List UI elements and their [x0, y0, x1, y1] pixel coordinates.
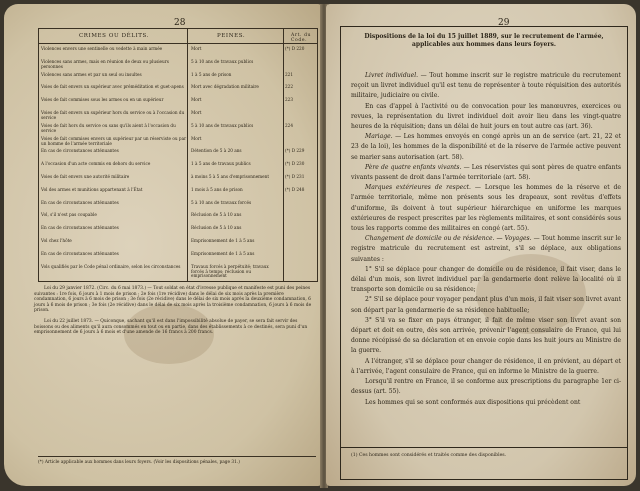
- offense-cell: Vol chez l'hôte: [41, 238, 72, 243]
- offense-cell: Vol, s'il n'est pas coupable: [41, 212, 97, 218]
- table-row: [41, 73, 315, 83]
- header-penalties: PEINES.: [217, 33, 246, 39]
- header-articles: Art. du Code.: [291, 33, 312, 43]
- table-header: [39, 29, 317, 44]
- table-row: [41, 226, 315, 236]
- paragraph-heading: Livret individuel.: [365, 72, 419, 79]
- offense-cell: Violences sans armes et par un seul ou insultes: [41, 71, 142, 77]
- body-paragraph: [351, 163, 621, 183]
- offense-cell: En cas de circonstances atténuantes: [41, 199, 119, 205]
- text-frame: [340, 26, 628, 480]
- penalty-cell: à moins 5 à 5 ans d'emprisonnement: [191, 174, 270, 179]
- article-cell: (*) D 231: [285, 174, 305, 179]
- penalty-cell: Mort: [191, 110, 202, 115]
- paragraph-text: — Les hommes envoyés en congé après un an de service (art. 21, 22 et 23 de la loi), les hommes de la disponibilité et de la réserve de l'armée active peuvent se marier sans autorisation (art. 58).: [351, 133, 621, 161]
- penalty-cell: 5 à 10 ans de travaux publics: [191, 122, 254, 128]
- table-row: [41, 111, 315, 121]
- penalty-cell: Réclusion de 5 à 10 ans: [191, 225, 242, 231]
- article-cell: 221: [285, 71, 293, 77]
- table-row: [41, 149, 315, 159]
- body-paragraph: [351, 265, 621, 296]
- penalty-cell: Emprisonnement de 1 à 5 ans: [191, 250, 255, 256]
- table-row: [41, 188, 315, 198]
- left-page: [4, 4, 322, 486]
- offense-cell: Voies de fait hors du service ou sans qu'ils aient à l'occasion du service: [41, 122, 176, 133]
- offense-cell: Violences sans armes, mais en réunion de deux ou plusieurs personnes: [41, 58, 169, 69]
- penalty-cell: 1 mois à 5 ans de prison: [191, 186, 243, 192]
- table-row: [41, 213, 315, 223]
- offense-cell: Voies de fait envers un supérieur avec préméditation et guet-apens: [41, 84, 184, 90]
- offense-cell: Voies de fait commises envers un supérieur par un réserviste ou par un homme de l'armée territoriale: [41, 135, 187, 146]
- footnote-left: (*) Article applicable aux hommes dans leurs foyers. (Voir les dispositions pénales, page 31.): [38, 460, 240, 465]
- penalty-cell: 1 à 5 ans de travaux publics: [191, 161, 251, 167]
- paragraph-heading: Père de quatre enfants vivants.: [365, 163, 462, 171]
- offense-cell: En cas de circonstances atténuantes: [41, 250, 119, 256]
- penalty-cell: Mort avec dégradation militaire: [191, 84, 259, 90]
- article-cell: (*) D 248: [285, 186, 305, 192]
- paragraph-text: Lorsqu'il rentre en France, il se conforme aux prescriptions du paragraphe 1er ci-dessus (art. 55).: [351, 378, 621, 396]
- body-paragraph: [351, 357, 621, 377]
- body-paragraph: [351, 102, 621, 133]
- penalty-cell: Mort: [191, 135, 202, 141]
- offense-cell: Violences envers une sentinelle ou vedette à main armée: [41, 46, 163, 51]
- body-paragraph: [351, 234, 621, 265]
- paragraph-text: — Tout homme inscrit sur le registre matricule du recrutement reçoit un livret individuel qu'il est tenu de représenter à toute réquisition des autorités militaire, judiciaire ou civile.: [351, 72, 621, 100]
- body-paragraph: [351, 398, 621, 408]
- table-row: [41, 47, 315, 57]
- penalty-cell: Détention de 5 à 20 ans: [191, 148, 242, 154]
- body-paragraph: [351, 295, 621, 315]
- table-row: [41, 137, 315, 147]
- footnote-right: (1) Ces hommes sont considérés et traités comme des disponibles.: [351, 453, 507, 458]
- paragraph-text: A l'étranger, s'il se déplace pour changer de résidence, il en prévient, au départ et à l'arrivée, l'agent consulaire de France, qui en informe le Ministre de la guerre.: [351, 357, 621, 375]
- booklet-spread: [4, 4, 636, 488]
- offense-cell: Voies de fait envers un supérieur hors du service ou à l'occasion du service: [41, 110, 185, 120]
- body-paragraph: [351, 377, 621, 397]
- table-row: [41, 252, 315, 262]
- penalty-cell: Mort: [191, 97, 202, 103]
- legal-notes: [34, 286, 312, 341]
- paragraph-heading: Changement de domicile ou de résidence. — Voyages.: [365, 235, 532, 243]
- offense-cell: En cas de circonstances atténuantes: [41, 148, 119, 154]
- penalty-cell: 5 à 10 ans de travaux publics: [191, 58, 254, 64]
- offense-cell: En cas de circonstances atténuantes: [41, 225, 119, 231]
- offense-cell: Vol des armes et munitions appartenant à l'État: [41, 186, 143, 192]
- table-row: [41, 60, 315, 70]
- penalty-cell: Travaux forcés à perpétuité; travaux forcés à temps; réclusion ou emprisonnement: [191, 263, 269, 279]
- table-row: [41, 85, 315, 95]
- header-offenses: CRIMES OU DÉLITS.: [79, 33, 150, 39]
- page-number-left: 28: [174, 18, 186, 28]
- paragraph-text: 1° S'il se déplace pour changer de domicile ou de résidence, il fait viser, dans le délai d'un mois, son livret individuel par la gendarmerie dont relève la localité où il transporte son domicile ou sa résidence;: [351, 265, 621, 294]
- offense-cell: Vols qualifiés par le Code pénal ordinaire, selon les circonstances: [41, 263, 181, 269]
- body-paragraph: [351, 183, 621, 234]
- page-number-right: 29: [498, 18, 510, 28]
- footnote-rule: [341, 447, 627, 448]
- paragraph-text: — Tout homme inscrit sur le registre matricule du recrutement est astreint, s'il se déplace, aux obligations suivantes :: [351, 235, 621, 263]
- table-row: [41, 162, 315, 172]
- table-row: [41, 175, 315, 185]
- footnote-rule: [38, 456, 316, 457]
- offense-cell: Voies de fait commises sous les armes ou en un supérieur: [41, 97, 164, 103]
- note-paragraph: Loi du 29 janvier 1872. (Circ. du 6 mai 1873.) — Tout soldat en état d'ivresse publique et manifeste est puni des peines suivantes : 1re fois, 6 jours à 1 mois de prison ; 2e fois (1re récidive) dans le délai de six mois après la première condamnation, 6 jours à 6 mois de prison ; 3e fois (2e récidive) dans le délai de six mois après la deuxième condamnation, 6 jours à 6 mois de prison ; 3e fois (2e récidive) dans le délai de six mois après la troisième condamnation, 6 jours à 6 mois de prison.: [34, 286, 312, 314]
- section-body: [351, 71, 621, 408]
- table-row: [41, 263, 315, 279]
- article-cell: 223: [285, 97, 293, 103]
- offenses-table: [38, 28, 318, 282]
- note-paragraph: Loi du 22 juillet 1873. — Quiconque, sachant qu'il est dans l'impossibilité absolue de payer, se sera fait servir des boissons ou des aliments qu'il aura consommés en tout ou en partie, dans des établissements à ce destinés, sera puni d'un emprisonnement de 6 jours à 6 mois et d'une amende de 16 francs à 200 francs.: [34, 318, 308, 336]
- table-row: [41, 98, 315, 108]
- paragraph-heading: Marques extérieures de respect.: [365, 184, 471, 192]
- penalty-cell: Emprisonnement de 1 à 5 ans: [191, 238, 255, 243]
- article-cell: (*) D 220: [285, 46, 305, 51]
- body-paragraph: [351, 132, 621, 163]
- paragraph-text: — Les réservistes qui sont pères de quatre enfants vivants passent de droit dans l'armée territoriale (art. 58).: [351, 163, 621, 182]
- penalty-cell: 5 à 10 ans de travaux forcés: [191, 199, 252, 205]
- article-cell: 222: [285, 84, 293, 90]
- section-title: Dispositions de la loi du 15 juillet 1889, sur le recrutement de l'armée, applicables aux hommes dans leurs foyers.: [364, 33, 604, 48]
- offense-cell: A l'occasion d'un acte commis en dehors du service: [41, 161, 151, 167]
- paragraph-heading: Mariage.: [365, 133, 393, 141]
- paragraph-text: 3° S'il va se fixer en pays étranger, il fait de même viser son livret avant son départ et doit en outre, dès son arrivée, prévenir l'agent consulaire de France, qui lui donne récépissé de sa déclaration et en envoie copie dans les huit jours au Ministre de la guerre.: [351, 316, 621, 355]
- body-paragraph: [351, 316, 621, 357]
- paragraph-text: 2° S'il se déplace pour voyager pendant plus d'un mois, il fait viser son livret avant son départ par la gendarmerie de sa résidence habituelle;: [351, 296, 621, 314]
- article-cell: 224: [285, 122, 293, 128]
- article-cell: (*) D 229: [285, 148, 305, 154]
- penalty-cell: Réclusion de 5 à 10 ans: [191, 212, 242, 218]
- penalty-cell: 1 à 5 ans de prison: [191, 71, 232, 77]
- offense-cell: Voies de fait envers une autorité militaire: [41, 174, 130, 179]
- penalty-cell: Mort: [191, 46, 202, 51]
- article-cell: (*) D 230: [285, 161, 305, 167]
- table-row: [41, 201, 315, 211]
- right-page: [326, 4, 636, 486]
- table-row: [41, 239, 315, 249]
- table-row: [41, 124, 315, 134]
- body-paragraph: [351, 71, 621, 102]
- paragraph-text: En cas d'appel à l'activité ou de convocation pour les manœuvres, exercices ou revues, la représentation du livret individuel doit avoir lieu dans les vingt-quatre heures de la réquisition; dans un délai de huit jours en tout autre cas (art. 36).: [351, 102, 621, 131]
- paragraph-text: Les hommes qui se sont conformés aux dispositions qui précèdent ont: [365, 398, 581, 406]
- paragraph-text: — Lorsque les hommes de la réserve et de l'armée territoriale, même non présents sous les drapeaux, sont revêtus d'effets d'uniforme, ils doivent à tout supérieur hiérarchique en uniforme les marques extérieures de respect prescrites par les règlements militaires, et sont considérés sous tous les rapports comme des militaires en congé (art. 55).: [351, 184, 621, 233]
